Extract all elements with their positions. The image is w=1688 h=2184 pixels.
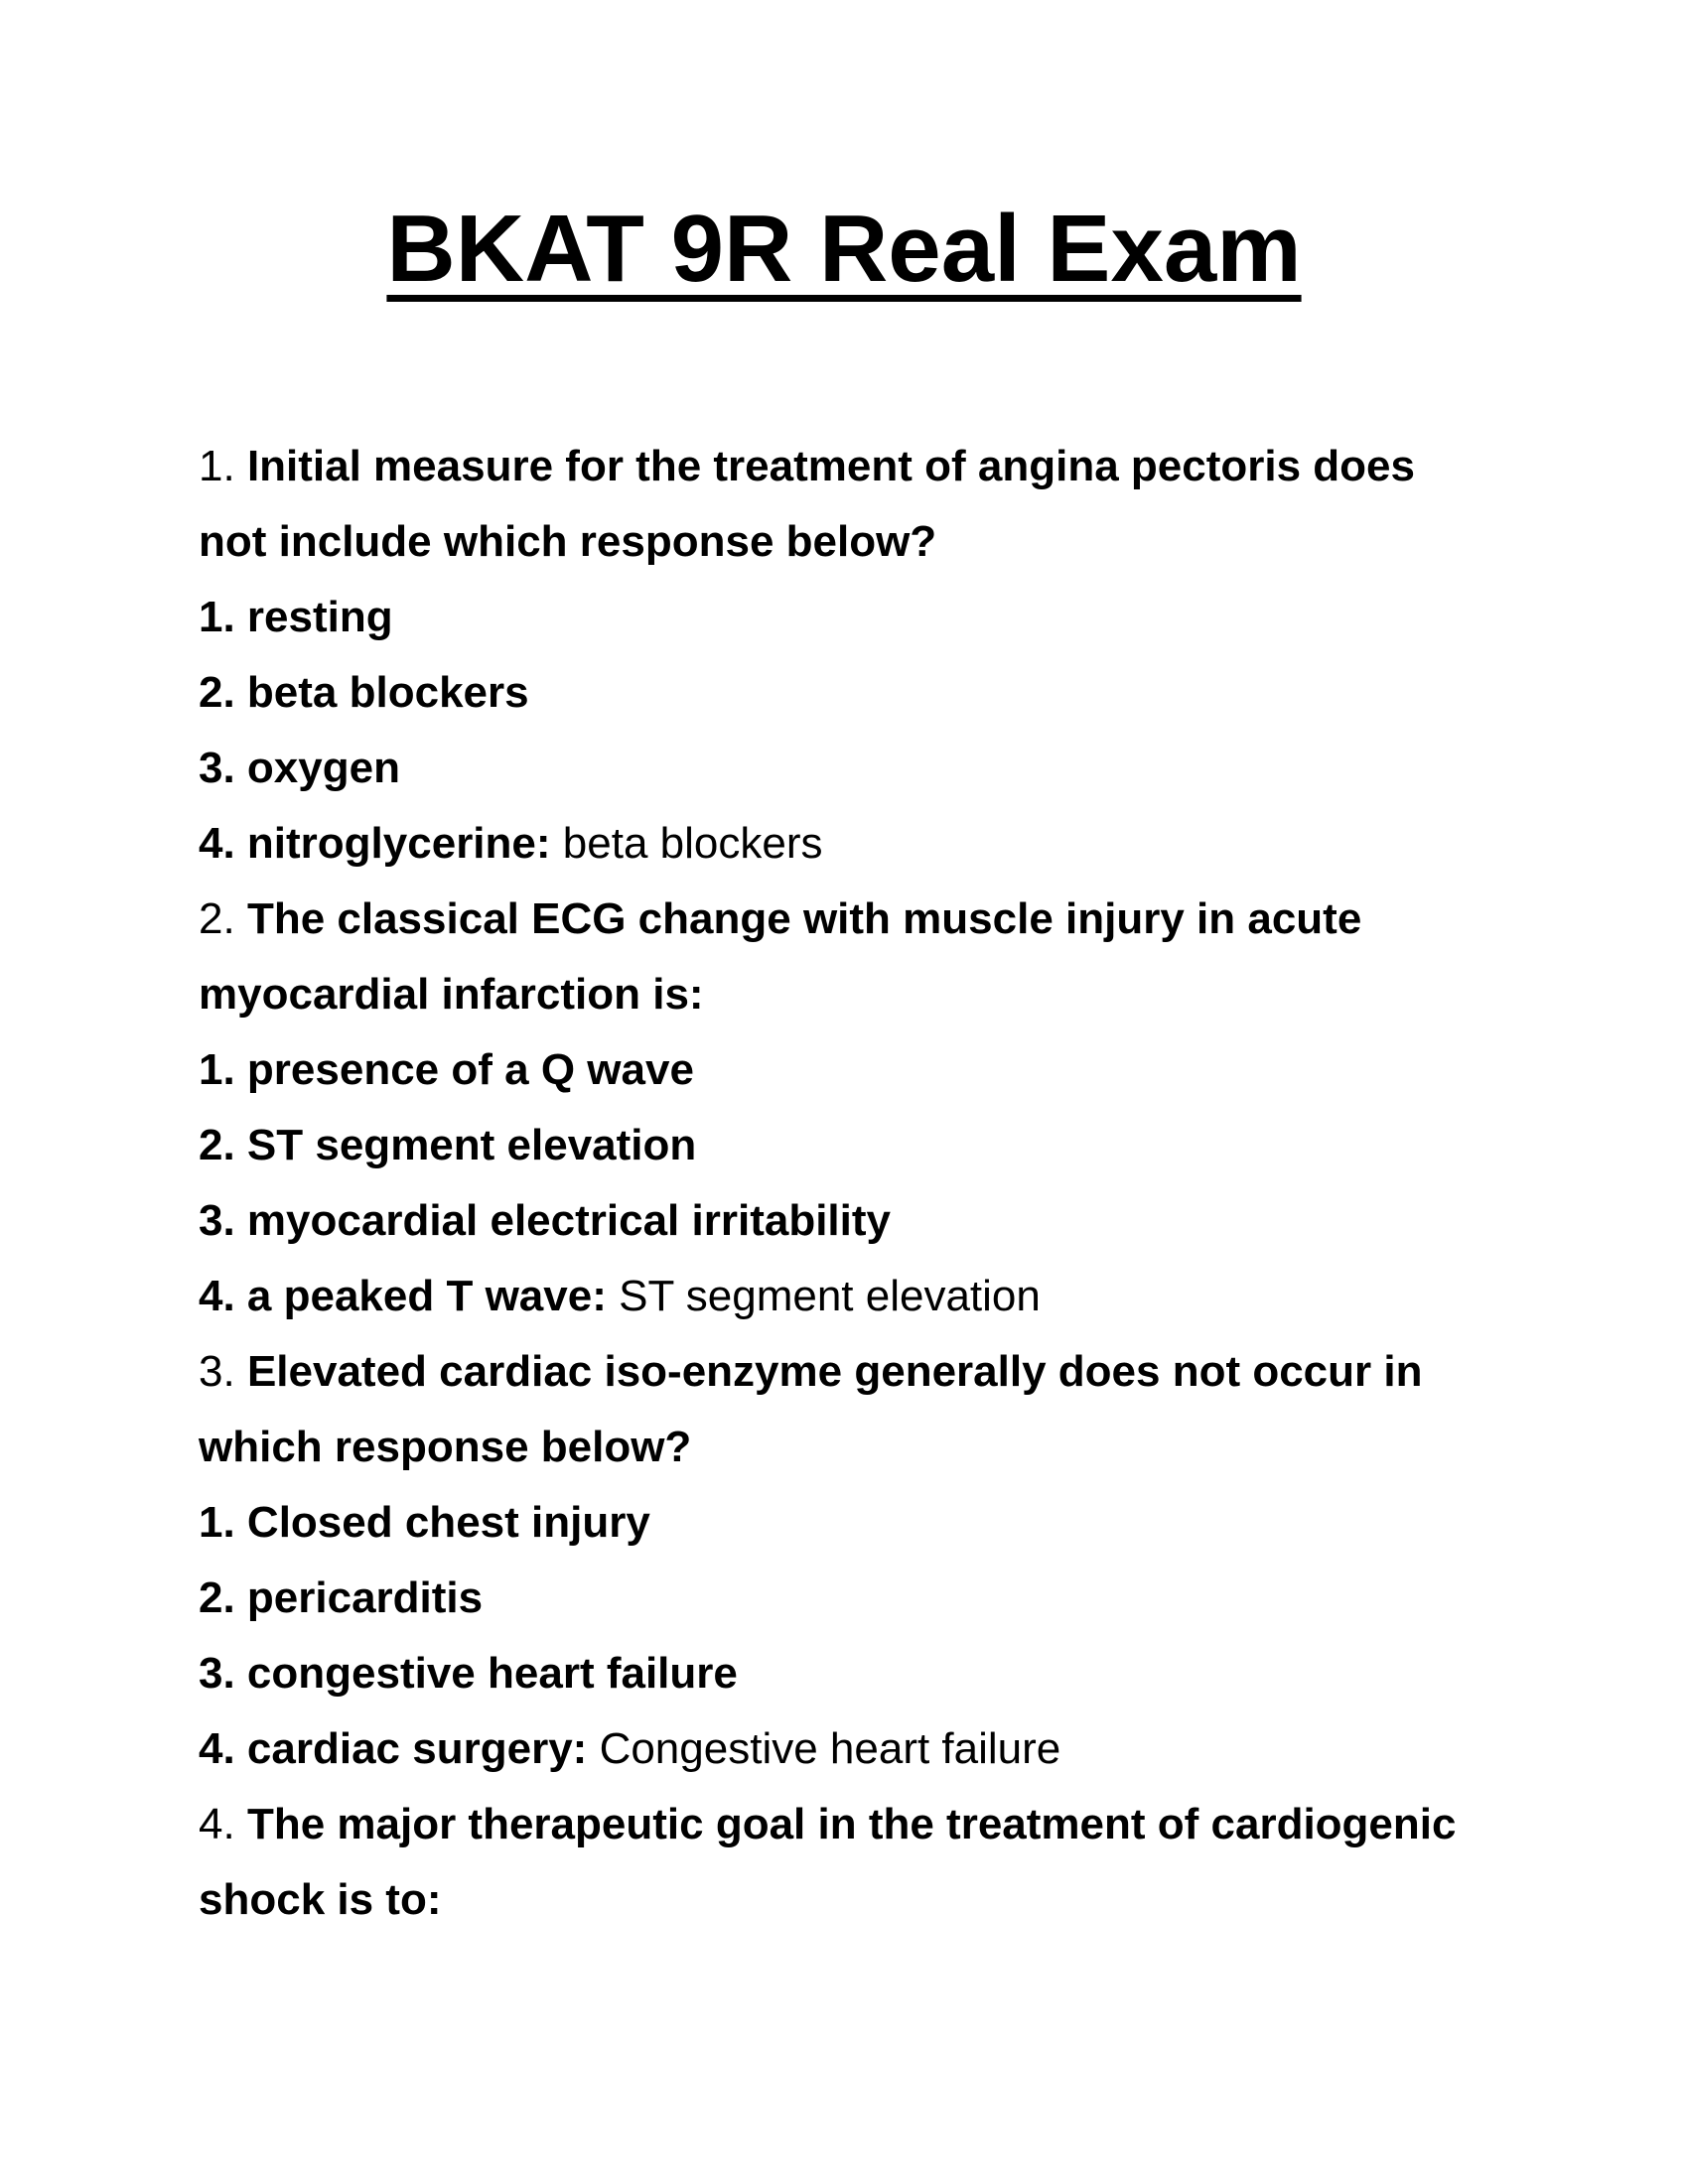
answer-text: beta blockers [562, 819, 823, 868]
question-2-option-1: 1. presence of a Q wave [199, 1045, 694, 1094]
question-2-option-4 [199, 1259, 1489, 1334]
question-number: 2. [199, 894, 235, 943]
question-1-option-2: 2. beta blockers [199, 668, 529, 717]
exam-content [199, 429, 1489, 1938]
question-1-stem [199, 429, 1489, 504]
question-number: 3. [199, 1347, 235, 1396]
question-3-stem [199, 1334, 1489, 1410]
question-3-option-3: 3. congestive heart failure [199, 1649, 738, 1698]
question-2-stem-cont: myocardial infarction is: [199, 970, 704, 1019]
question-3-option-1: 1. Closed chest injury [199, 1498, 650, 1547]
question-2-option-2: 2. ST segment elevation [199, 1121, 697, 1169]
question-4-stem-cont: shock is to: [199, 1875, 442, 1924]
question-1-stem-cont: not include which response below? [199, 517, 937, 566]
question-3-option-2: 2. pericarditis [199, 1573, 484, 1622]
option-text: 4. cardiac surgery: [199, 1724, 588, 1773]
question-2-option-3: 3. myocardial electrical irritability [199, 1196, 891, 1245]
page-title: BKAT 9R Real Exam [386, 196, 1302, 302]
option-text: 4. nitroglycerine: [199, 819, 551, 868]
question-text: The classical ECG change with muscle injury in acute [246, 894, 1362, 943]
question-3-stem-cont: which response below? [199, 1423, 692, 1471]
answer-text: Congestive heart failure [599, 1724, 1061, 1773]
question-text: Initial measure for the treatment of angina pectoris does [246, 442, 1415, 490]
question-text: The major therapeutic goal in the treatment of cardiogenic [246, 1800, 1457, 1848]
question-1-option-4 [199, 806, 1489, 882]
question-3-option-4 [199, 1711, 1489, 1787]
question-2-stem [199, 882, 1489, 957]
question-4-stem [199, 1787, 1489, 1862]
question-1-option-1: 1. resting [199, 593, 393, 641]
question-number: 1. [199, 442, 235, 490]
option-text: 4. a peaked T wave: [199, 1272, 607, 1320]
question-number: 4. [199, 1800, 235, 1848]
answer-text: ST segment elevation [619, 1272, 1041, 1320]
question-text: Elevated cardiac iso-enzyme generally does not occur in [246, 1347, 1423, 1396]
question-1-option-3: 3. oxygen [199, 744, 400, 792]
